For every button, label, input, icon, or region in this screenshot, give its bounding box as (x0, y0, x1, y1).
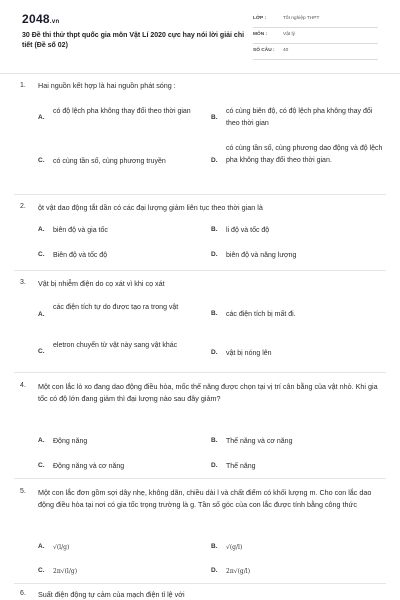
option-text: có độ lệch pha không thay đổi theo thời gian (53, 108, 191, 115)
option-letter: D. (211, 349, 218, 356)
option-text: Động năng và cơ năng (53, 463, 125, 470)
option-letter: C. (38, 348, 45, 355)
divider (14, 478, 386, 479)
question-number: 3. (20, 279, 26, 286)
option-text: Thế năng và cơ năng (226, 438, 293, 445)
meta-row-count (253, 46, 378, 60)
option-letter: C. (38, 462, 45, 469)
option-text: có cùng tần số, cùng phương dao động và độ lệch pha không thay đổi theo thời gian. (226, 145, 383, 164)
question-text: ột vật dao động tắt dần có các đại lượng giảm liên tục theo thời gian là (38, 203, 263, 212)
option-text: Thế năng (226, 463, 256, 470)
option-formula: √(g/l) (226, 544, 243, 551)
meta-label: SỐ CÂU : (253, 48, 275, 53)
option-letter: B. (211, 437, 218, 444)
option-letter: C. (38, 567, 45, 574)
divider (14, 194, 386, 195)
meta-value: Tốt nghiệp THPT (283, 16, 320, 21)
option-letter: B. (211, 310, 218, 317)
option-letter: A. (38, 311, 45, 318)
meta-value: 40 (283, 48, 289, 53)
meta-label: LỚP : (253, 16, 267, 21)
question-text: Một con lắc lò xo đang dao động điều hòa, mốc thế năng được chọn tại vị trí cân bằng của vật nhỏ. Khi gia tốc có độ lớn đang giảm thì đại lượng nào sau đây giảm? (38, 382, 378, 403)
question-number: 6. (20, 590, 26, 597)
document-header (0, 0, 400, 74)
option-letter: A. (38, 437, 45, 444)
divider (14, 270, 386, 271)
question-number: 5. (20, 488, 26, 495)
option-text: eletron chuyển từ vật này sang vật khác (53, 342, 178, 349)
question-text: Suất điện động tự cảm của mạch điện tỉ lệ với (38, 590, 185, 599)
question-number: 2. (20, 203, 26, 210)
site-logo[interactable] (22, 12, 59, 26)
option-text: li độ và tốc độ (226, 227, 270, 234)
option-text: vật bị nóng lên (226, 350, 272, 357)
question-number: 4. (20, 382, 26, 389)
exam-meta (253, 14, 378, 62)
option-text: biên độ và năng lượng (226, 252, 297, 259)
option-letter: C. (38, 157, 45, 164)
option-letter: B. (211, 114, 218, 121)
option-formula: 2π√(g/l) (226, 568, 251, 575)
option-text: Động năng (53, 438, 88, 445)
option-letter: D. (211, 157, 218, 164)
meta-row-subject (253, 30, 378, 44)
meta-row-class (253, 14, 378, 28)
divider (14, 583, 386, 584)
option-letter: B. (211, 226, 218, 233)
meta-value: Vật lý (283, 32, 295, 37)
option-text: các điện tích tự do được tạo ra trong vật (53, 304, 179, 311)
option-letter: D. (211, 462, 218, 469)
question-number: 1. (20, 82, 26, 89)
option-text: các điện tích bị mất đi. (226, 311, 296, 318)
option-letter: D. (211, 567, 218, 574)
question-text: Hai nguồn kết hợp là hai nguồn phát sóng : (38, 81, 176, 90)
option-text: có cùng biên độ, có độ lệch pha không thay đổi theo thời gian (226, 108, 373, 127)
option-formula: √(l/g) (53, 544, 70, 551)
option-text: Biên độ và tốc độ (53, 252, 108, 259)
option-formula: 2π√(l/g) (53, 568, 78, 575)
divider (14, 372, 386, 373)
question-text: Một con lắc đơn gồm sợi dây nhẹ, không dãn, chiều dài l và chất điểm có khối lượng m. Cho con lắc dao động điều hòa tại nơi có gia tốc trọng trường là g. Tần số góc của con lắc được tính bằng công thức (38, 488, 372, 509)
question-text: Vật bị nhiễm điện do cọ xát vì khi cọ xát (38, 279, 165, 288)
option-letter: D. (211, 251, 218, 258)
option-letter: A. (38, 226, 45, 233)
option-text: có cùng tần số, cùng phương truyền (53, 158, 166, 165)
option-letter: A. (38, 114, 45, 121)
option-letter: C. (38, 251, 45, 258)
logo-main: 2048 (22, 12, 50, 26)
logo-suffix: .vn (49, 19, 60, 25)
option-text: biên độ và gia tốc (53, 227, 108, 234)
meta-label: MÔN : (253, 32, 268, 37)
document-title: 30 Đề thi thử thpt quốc gia môn Vật Lí 2020 cực hay nói lời giải chi tiết (Đề số 02) (22, 32, 245, 49)
option-letter: B. (211, 543, 218, 550)
option-letter: A. (38, 543, 45, 550)
